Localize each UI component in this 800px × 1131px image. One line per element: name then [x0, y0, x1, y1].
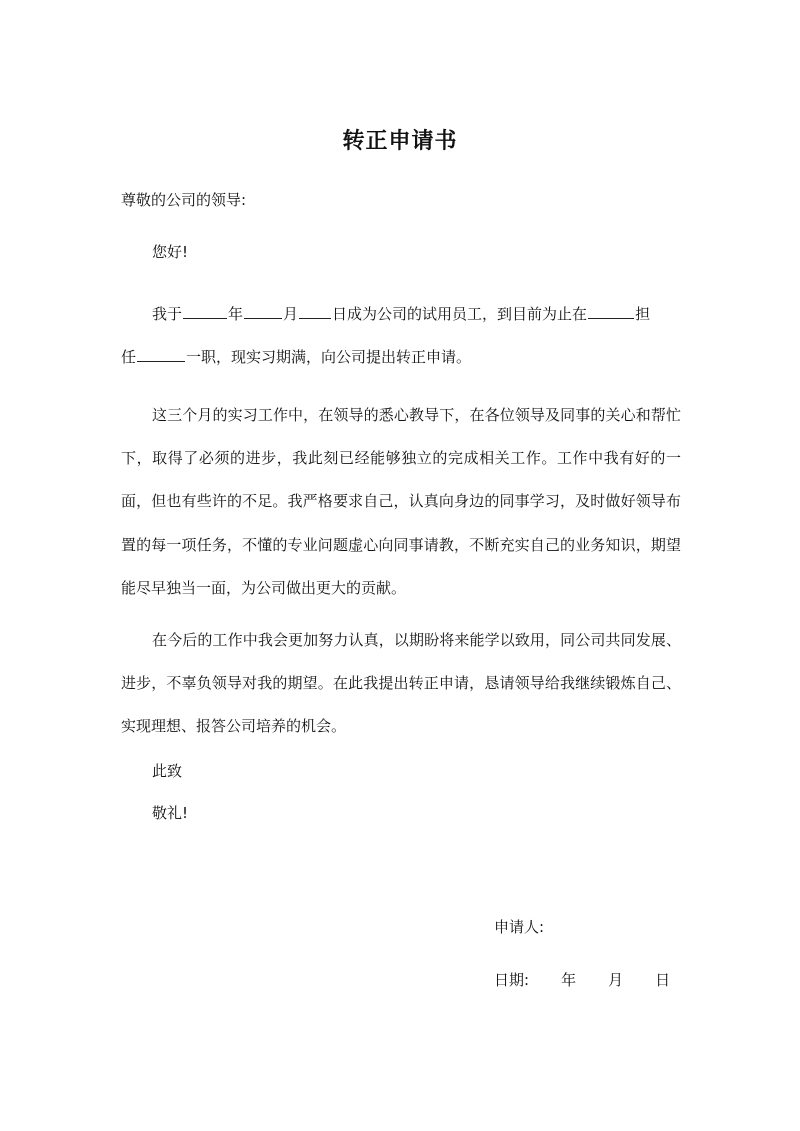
salutation: 尊敬的公司的领导: — [121, 191, 247, 209]
p1-text-3: 月 — [283, 305, 299, 323]
day-blank — [299, 304, 331, 319]
p1-text-4: 日成为公司的试用员工，到目前为止在 — [332, 305, 588, 323]
paragraph2: 这三个月的实习工作中，在领导的悉心教导下，在各位领导及同事的关心和帮忙下，取得了必须的进步，我此刻已经能够独立的完成相关工作。工作中我有好的一面，但也有些许的不足。我严格要求自己，认真向身边的同事学习，及时做好领导布置的每一项任务，不懂的专业问题虚心向同事请教，不断充实自己的业务知识，期望能尽早独当一面，为公司做出更大的贡献。 — [121, 406, 681, 597]
closing-cizhi: 此致 — [152, 762, 183, 780]
department-blank — [588, 304, 634, 319]
date-year: 年 — [561, 971, 577, 989]
date-month: 月 — [608, 971, 624, 989]
applicant-label: 申请人: — [494, 918, 545, 936]
p1-text-1: 我于 — [152, 305, 183, 323]
closing-jingli: 敬礼! — [152, 804, 189, 822]
paragraph1-line2 — [121, 347, 471, 367]
paragraph1-line1 — [152, 304, 650, 324]
month-blank — [244, 304, 282, 319]
greeting: 您好! — [152, 243, 189, 261]
p1-text-7: 一职，现实习期满，向公司提出转正申请。 — [186, 348, 472, 366]
document-title: 转正申请书 — [342, 129, 458, 154]
date-line — [494, 970, 670, 990]
p1-text-5: 担 — [635, 305, 651, 323]
date-label: 日期: — [494, 971, 530, 989]
p1-text-6: 任 — [121, 348, 137, 366]
position-blank — [137, 347, 185, 362]
paragraph3: 在今后的工作中我会更加努力认真，以期盼将来能学以致用，同公司共同发展、进步，不辜负领导对我的期望。在此我提出转正申请，恳请领导给我继续锻炼自己、实现理想、报答公司培养的机会。 — [121, 631, 681, 736]
date-day: 日 — [655, 971, 671, 989]
year-blank — [183, 304, 227, 319]
p1-text-2: 年 — [228, 305, 244, 323]
